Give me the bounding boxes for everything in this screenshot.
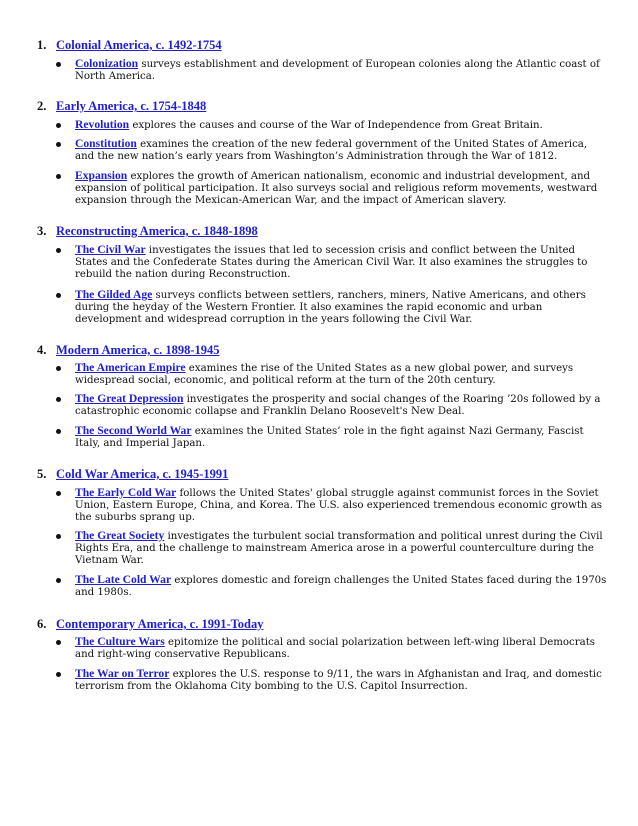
item-description: surveys establishment and development of European colonies along the Atlantic coast of North America. xyxy=(75,59,600,83)
bullet-icon xyxy=(56,491,61,496)
bullet-icon xyxy=(56,672,61,677)
section-number: 4. xyxy=(37,343,47,357)
section-number: 6. xyxy=(37,617,47,631)
item-description: examines the United States’ role in the fight against Nazi Germany, Fascist Italy, and Imperial Japan. xyxy=(75,426,584,450)
bullet-icon xyxy=(56,142,61,147)
item-text xyxy=(75,636,607,661)
item-text xyxy=(75,170,607,208)
topic-link-early-cold-war[interactable]: The Early Cold War xyxy=(75,486,177,499)
item-description: examines the rise of the United States as a new global power, and surveys widespread social, economic, and political reform at the turn of the 20th century. xyxy=(75,363,574,387)
item-description: examines the creation of the new federal government of the United States of America, and the new nation’s early years from Washington’s Administration through the War of 1812. xyxy=(75,139,588,163)
item-text xyxy=(75,289,607,327)
topic-link-culture-wars[interactable]: The Culture Wars xyxy=(75,635,165,648)
bullet-icon xyxy=(56,174,61,179)
topic-link-civil-war[interactable]: The Civil War xyxy=(75,243,146,256)
section-link-modern-america[interactable]: Modern America, c. 1898-1945 xyxy=(56,343,220,357)
item-description: investigates the prosperity and social changes of the Roaring ’20s followed by a catastrophic economic collapse and Franklin Delano Roosevelt's New Deal. xyxy=(75,394,601,418)
item-text xyxy=(75,668,607,693)
bullet-icon xyxy=(56,397,61,402)
item-text xyxy=(75,362,607,387)
item-text xyxy=(75,138,607,163)
item-text xyxy=(75,425,607,450)
item-text xyxy=(75,530,607,568)
item-description: explores the growth of American nationalism, economic and industrial development, and expansion of political participation. It also surveys social and religious reform movements, westward expansion through the Mexican-American War, and the impact of American slavery. xyxy=(75,171,598,207)
bullet-icon xyxy=(56,62,61,67)
topic-link-american-empire[interactable]: The American Empire xyxy=(75,361,186,374)
section-heading xyxy=(37,224,258,238)
section-link-early-america[interactable]: Early America, c. 1754-1848 xyxy=(56,99,207,113)
bullet-icon xyxy=(56,578,61,583)
topic-link-second-world-war[interactable]: The Second World War xyxy=(75,424,192,437)
item-description: explores the causes and course of the War of Independence from Great Britain. xyxy=(129,120,543,131)
section-link-reconstructing-america[interactable]: Reconstructing America, c. 1848-1898 xyxy=(56,224,258,238)
bullet-icon xyxy=(56,123,61,128)
section-heading xyxy=(37,617,264,631)
item-description: investigates the issues that led to secession crisis and conflict between the United States and the Confederate States during the American Civil War. It also examines the struggles to rebuild the nation during Reconstruction. xyxy=(75,245,588,281)
bullet-icon xyxy=(56,248,61,253)
item-description: investigates the turbulent social transformation and political unrest during the Civil Rights Era, and the challenge to mainstream America arose in a powerful counterculture during the Vietnam War. xyxy=(75,531,603,567)
item-text xyxy=(75,487,607,525)
item-description: explores domestic and foreign challenges the United States faced during the 1970s and 1980s. xyxy=(75,575,607,599)
topic-link-expansion[interactable]: Expansion xyxy=(75,169,128,182)
topic-link-revolution[interactable]: Revolution xyxy=(75,118,130,131)
item-text xyxy=(75,393,607,418)
item-description: epitomize the political and social polarization between left-wing liberal Democrats and right-wing conservative Republicans. xyxy=(75,637,596,661)
bullet-icon xyxy=(56,640,61,645)
topic-link-constitution[interactable]: Constitution xyxy=(75,137,137,150)
item-text xyxy=(75,119,607,132)
section-link-contemporary-america[interactable]: Contemporary America, c. 1991-Today xyxy=(56,617,264,631)
bullet-icon xyxy=(56,366,61,371)
section-heading xyxy=(37,343,220,357)
section-link-colonial-america[interactable]: Colonial America, c. 1492-1754 xyxy=(56,38,222,52)
bullet-icon xyxy=(56,429,61,434)
topic-link-great-depression[interactable]: The Great Depression xyxy=(75,392,184,405)
section-number: 5. xyxy=(37,467,47,481)
topic-link-gilded-age[interactable]: The Gilded Age xyxy=(75,288,153,301)
section-heading xyxy=(37,38,222,52)
section-link-cold-war-america[interactable]: Cold War America, c. 1945-1991 xyxy=(56,467,229,481)
topic-link-colonization[interactable]: Colonization xyxy=(75,57,139,70)
item-text xyxy=(75,244,607,282)
item-description: follows the United States' global struggle against communist forces in the Soviet Union, Eastern Europe, China, and Korea. The U.S. also experienced tremendous economic growth as the suburbs sprang up. xyxy=(75,488,603,524)
item-text xyxy=(75,574,607,599)
section-number: 2. xyxy=(37,99,47,113)
bullet-icon xyxy=(56,534,61,539)
section-heading xyxy=(37,99,206,113)
section-heading xyxy=(37,467,228,481)
topic-link-late-cold-war[interactable]: The Late Cold War xyxy=(75,573,172,586)
item-description: explores the U.S. response to 9/11, the wars in Afghanistan and Iraq, and domestic terrorism from the Oklahoma City bombing to the U.S. Capitol Insurrection. xyxy=(75,669,602,693)
section-number: 3. xyxy=(37,224,47,238)
topic-link-war-on-terror[interactable]: The War on Terror xyxy=(75,667,170,680)
section-number: 1. xyxy=(37,38,47,52)
bullet-icon xyxy=(56,293,61,298)
item-text xyxy=(75,58,607,83)
item-description: surveys conflicts between settlers, ranchers, miners, Native Americans, and others during the heyday of the Western Frontier. It also examines the rapid economic and urban development and widespread corruption in the years following the Civil War. xyxy=(75,290,586,326)
topic-link-great-society[interactable]: The Great Society xyxy=(75,529,165,542)
